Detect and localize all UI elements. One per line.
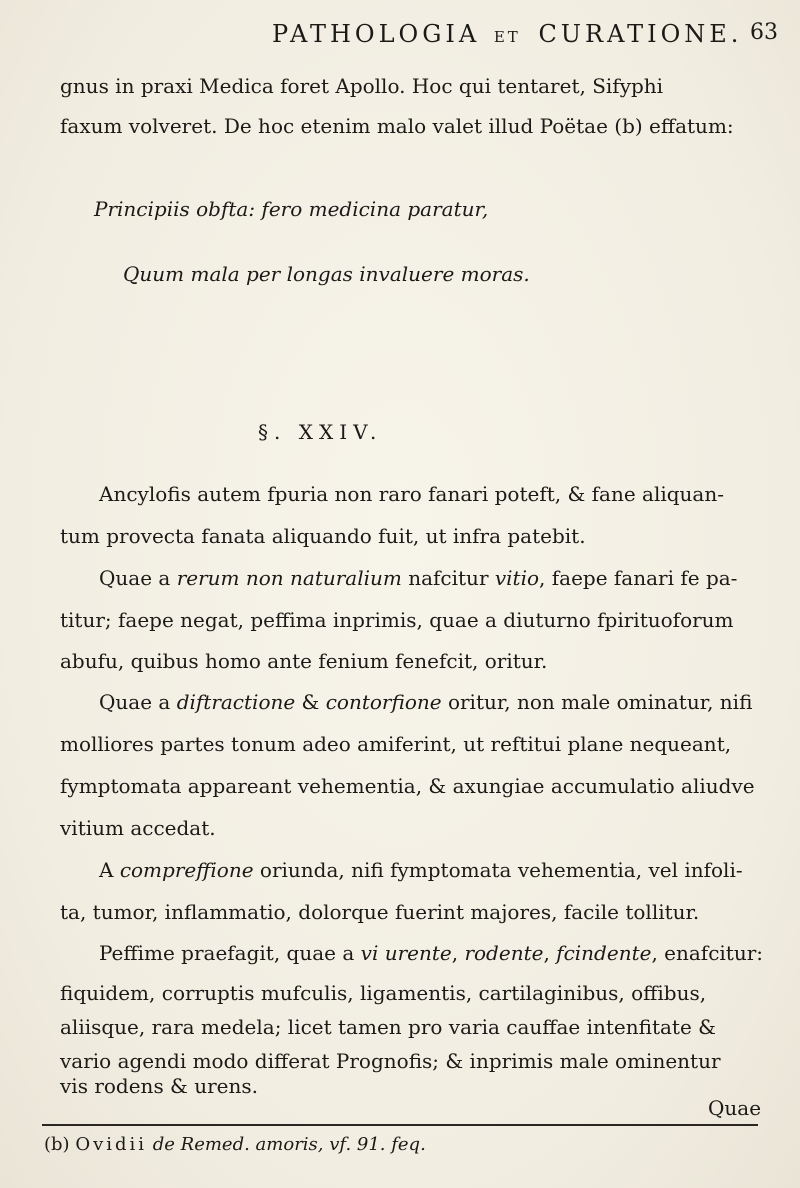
emphasis-text: fcindente [556, 941, 652, 965]
emphasis-text: rodente [464, 941, 544, 965]
text-line: abufu, quibus homo ante fenium fenefcit, oritur. [60, 649, 548, 673]
text-line: tum provecta fanata aliquando fuit, ut infra patebit. [60, 524, 586, 548]
text-line: gnus in praxi Medica foret Apollo. Hoc qui tentaret, Sifyphi [60, 74, 664, 98]
section-heading: §. XXIV. [258, 420, 383, 444]
header-title-part1: PATHOLOGIA [272, 20, 481, 48]
emphasis-text: diftractione [176, 690, 296, 714]
footnote [44, 1134, 426, 1155]
text-line [99, 692, 752, 712]
text-segment: oriunda, nifi fymptomata vehementia, vel infoli- [253, 858, 743, 882]
text-line: vario agendi modo differat Prognofis; & inprimis male ominentur [60, 1049, 721, 1073]
verse-line: Principiis obfta: fero medicina paratur, [94, 197, 489, 221]
footnote-reference: vf. 91. feq. [329, 1134, 426, 1155]
text-segment: Peffime praefagit, quae a [99, 941, 361, 965]
emphasis-text: rerum non naturalium [176, 566, 402, 590]
text-line: fymptomata appareant vehementia, & axungiae accumulatio aliudve [60, 774, 755, 798]
text-segment: A [99, 858, 120, 882]
text-line [99, 860, 743, 880]
text-line [99, 943, 763, 963]
text-line [99, 568, 737, 588]
footnote-rule [42, 1124, 758, 1126]
text-segment: oritur, non male ominatur, nifi [441, 690, 753, 714]
footnote-author: Ovidii [75, 1134, 148, 1155]
header-title-conjunction: ET [493, 28, 521, 46]
emphasis-text: vitio [494, 566, 540, 590]
text-segment: , faepe fanari fe pa- [539, 566, 738, 590]
text-line: aliisque, rara medela; licet tamen pro varia cauffae intenfitate & [60, 1015, 716, 1039]
text-segment: , enafcitur: [651, 941, 764, 965]
footnote-marker: (b) [44, 1134, 70, 1155]
text-line: faxum volveret. De hoc etenim malo valet illud Poëtae (b) effatum: [60, 114, 734, 138]
text-segment: & [295, 690, 326, 714]
verse-line: Quum mala per longas invaluere moras. [123, 262, 530, 286]
text-segment: Quae a [99, 690, 177, 714]
footnote-work: de Remed. amoris, [152, 1134, 324, 1155]
text-line: vitium accedat. [60, 816, 216, 840]
text-line: titur; faepe negat, peffima inprimis, quae a diuturno fpirituoforum [60, 608, 734, 632]
emphasis-text: contorfione [325, 690, 442, 714]
text-line: molliores partes tonum adeo amiferint, ut reftitui plane nequeant, [60, 732, 732, 756]
header-title-part2: CURATIONE. [538, 20, 743, 48]
emphasis-text: compreffione [119, 858, 254, 882]
page-number: 63 [750, 20, 778, 45]
text-line: Ancylofis autem fpuria non raro fanari poteft, & fane aliquan- [99, 482, 724, 506]
text-line: fiquidem, corruptis mufculis, ligamentis, cartilaginibus, offibus, [60, 981, 707, 1005]
text-segment: nafcitur [401, 566, 495, 590]
text-segment: , [543, 941, 557, 965]
text-segment: Quae a [99, 566, 177, 590]
running-header [272, 20, 742, 48]
emphasis-text: vi urente [360, 941, 452, 965]
text-segment: , [451, 941, 465, 965]
text-line: ta, tumor, inflammatio, dolorque fuerint majores, facile tollitur. [60, 900, 700, 924]
catchword: Quae [708, 1096, 762, 1120]
text-line: vis rodens & urens. [60, 1074, 258, 1098]
